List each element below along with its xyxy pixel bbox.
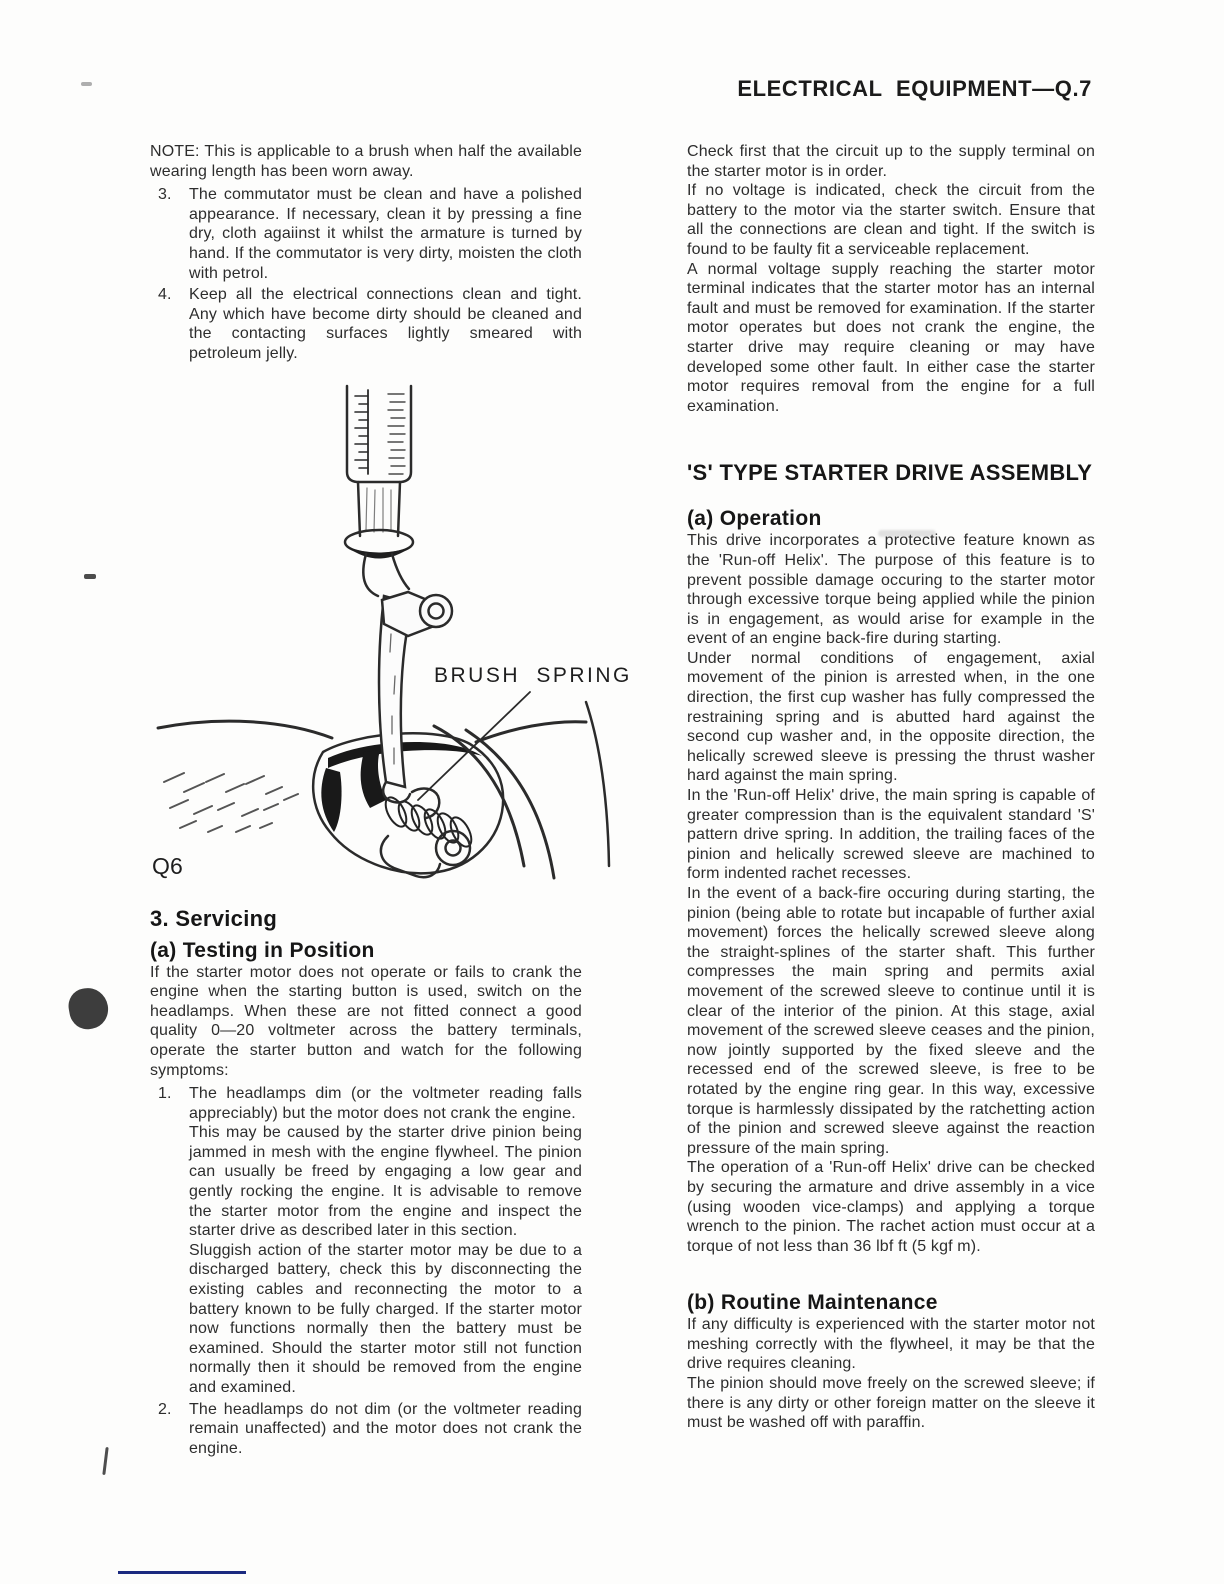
figure-q6: [150, 384, 632, 884]
paragraph: The pinion should move freely on the screwed sleeve; if there is any dirty or other foreign matter on the sleeve it must be washed off with paraffin.: [687, 1375, 1095, 1432]
page-header-title: ELECTRICAL EQUIPMENT—Q.7: [737, 76, 1092, 101]
pen-mark-artifact: [102, 1447, 108, 1475]
figure-label: BRUSH SPRING: [434, 663, 632, 687]
figure-caption: Q6: [152, 852, 183, 879]
paragraph: In the event of a back-fire occuring during starting, the pinion (being able to rotate but incapable of further axial movement) forces the helically screwed sleeve along the straight-splines of the starter shaft. This further compresses the main spring and permits axial movement of the screwed sleeve to continue until it is clear of the interior of the pinion. At this stage, axial movement of the screwed sleeve ceases and the pinion, now jointly supported by the fixed sleeve and the recessed end of the screwed sleeve, is free to be rotated by the engine ring gear. In this way, excessive torque is harmlessly dissipated by the ratchetting action of the pinion and screwed sleeve against the reaction pressure of the main spring.: [687, 885, 1095, 1157]
paragraph: If no voltage is indicated, check the circuit from the battery to the motor via the starter switch. Ensure that all the connections are clean and tight. If the switch is found to be faulty fit a serviceable replacement.: [687, 182, 1095, 258]
paragraph: A normal voltage supply reaching the starter motor terminal indicates that the starter motor has an internal fault and must be removed for examination. If the starter motor operates but does not crank the engine, the starter drive may require cleaning or may have developed some other fault. In either case the starter motor requires removal from the engine for a full examination.: [687, 260, 1095, 415]
operation-heading: (a) Operation: [687, 507, 822, 531]
routine-maintenance-heading: (b) Routine Maintenance: [687, 1291, 938, 1315]
scan-artifact-dash: [81, 82, 92, 86]
list-item-number: 1.: [158, 1085, 172, 1103]
list-item-text: Keep all the electrical connections clean and tight. Any which have become dirty should be cleaned and the contacting surfaces lightly smeared with petroleum jelly.: [189, 286, 582, 362]
footer-rule: [118, 1571, 246, 1574]
paragraph: The operation of a 'Run-off Helix' drive can be checked by securing the armature and drive assembly in a vice (using wooden vice-clamps) and applying a torque wrench to the pinion. The rachet action must occur at a torque of not less than 36 lbf ft (5 kgf m).: [687, 1159, 1095, 1255]
ink-blob-artifact: [66, 985, 112, 1032]
list-item: [158, 285, 582, 363]
list-item-text: The commutator must be clean and have a polished appearance. If necessary, clean it by pressing a fine dry, cloth agaiinst it whilst the armature is turned by hand. If the commutator is very dirty, moisten the cloth with petrol.: [189, 186, 582, 282]
paragraph: If any difficulty is experienced with the starter motor not meshing correctly with the flywheel, it may be that the drive requires cleaning.: [687, 1316, 1095, 1373]
list-item-text: The headlamps do not dim (or the voltmeter reading remain unaffected) and the motor does not crank the engine.: [189, 1400, 582, 1457]
list-item-number: 3.: [158, 186, 172, 204]
scan-artifact-dash: [84, 574, 96, 579]
paragraph: If the starter motor does not operate or fails to crank the engine when the starting button is used, switch on the headlamps. When these are not fitted connect a good quality 0—20 voltmeter across the battery terminals, operate the starter button and watch for the following symptoms:: [150, 963, 582, 1079]
list-item: [158, 1400, 582, 1459]
list-item-number: 4.: [158, 286, 172, 304]
list-item: [158, 185, 582, 283]
list-item-text: The headlamps dim (or the voltmeter reading falls appreciably) but the motor does not crank the engine.: [189, 1085, 582, 1122]
left-column: [150, 142, 632, 1458]
paragraph: In the 'Run-off Helix' drive, the main spring is capable of greater compression than is the equivalent standard 'S' pattern drive spring. In addition, the trailing faces of the pinion and helically screwed sleeve are machined to form indented rachet recesses.: [687, 787, 1095, 883]
list-item-text: This may be caused by the starter drive pinion being jammed in mesh with the engine flywheel. The pinion can usually be freed by engaging a low gear and gently rocking the engine. It is advisable to remove the starter motor from the engine and inspect the starter drive as described later in this section.: [189, 1124, 582, 1240]
right-column: [687, 142, 1095, 1433]
testing-in-position-heading: (a) Testing in Position: [150, 938, 375, 962]
list-item-text: Sluggish action of the starter motor may be due to a discharged battery, check this by disconnecting the existing cables and reconnecting the motor to a battery known to be fully charged. If the starter motor now functions normally then the battery must be examined. Should the starter motor still not function normally then it should be removed from the engine and examined.: [189, 1241, 582, 1396]
paragraph: This drive incorporates a protective feature known as the 'Run-off Helix'. The purpose of this feature is to prevent possible damage occuring to the starter motor through excessive torque being applied while the pinion is in engagement, as would arise for example in the event of an engine back-fire during starting.: [687, 532, 1095, 648]
servicing-heading: 3. Servicing: [150, 905, 278, 931]
list-item-number: 2.: [158, 1400, 172, 1418]
paragraph: Check first that the circuit up to the supply terminal on the starter motor is in order.: [687, 143, 1095, 180]
note-paragraph: NOTE: This is applicable to a brush when half the available wearing length has been worn away.: [150, 143, 582, 180]
starter-drive-assembly-heading: 'S' TYPE STARTER DRIVE ASSEMBLY: [687, 460, 1093, 486]
paragraph: Under normal conditions of engagement, axial movement of the pinion is arrested when, in the one direction, the first cup washer has fully compressed the restraining spring and is abutted hard against the second cup washer and, in the opposite direction, the helically screwed sleeve is pressing the thrust washer hard against the main spring.: [687, 649, 1095, 785]
list-item: [158, 1084, 582, 1398]
brush-spring-drawing: [150, 384, 650, 884]
